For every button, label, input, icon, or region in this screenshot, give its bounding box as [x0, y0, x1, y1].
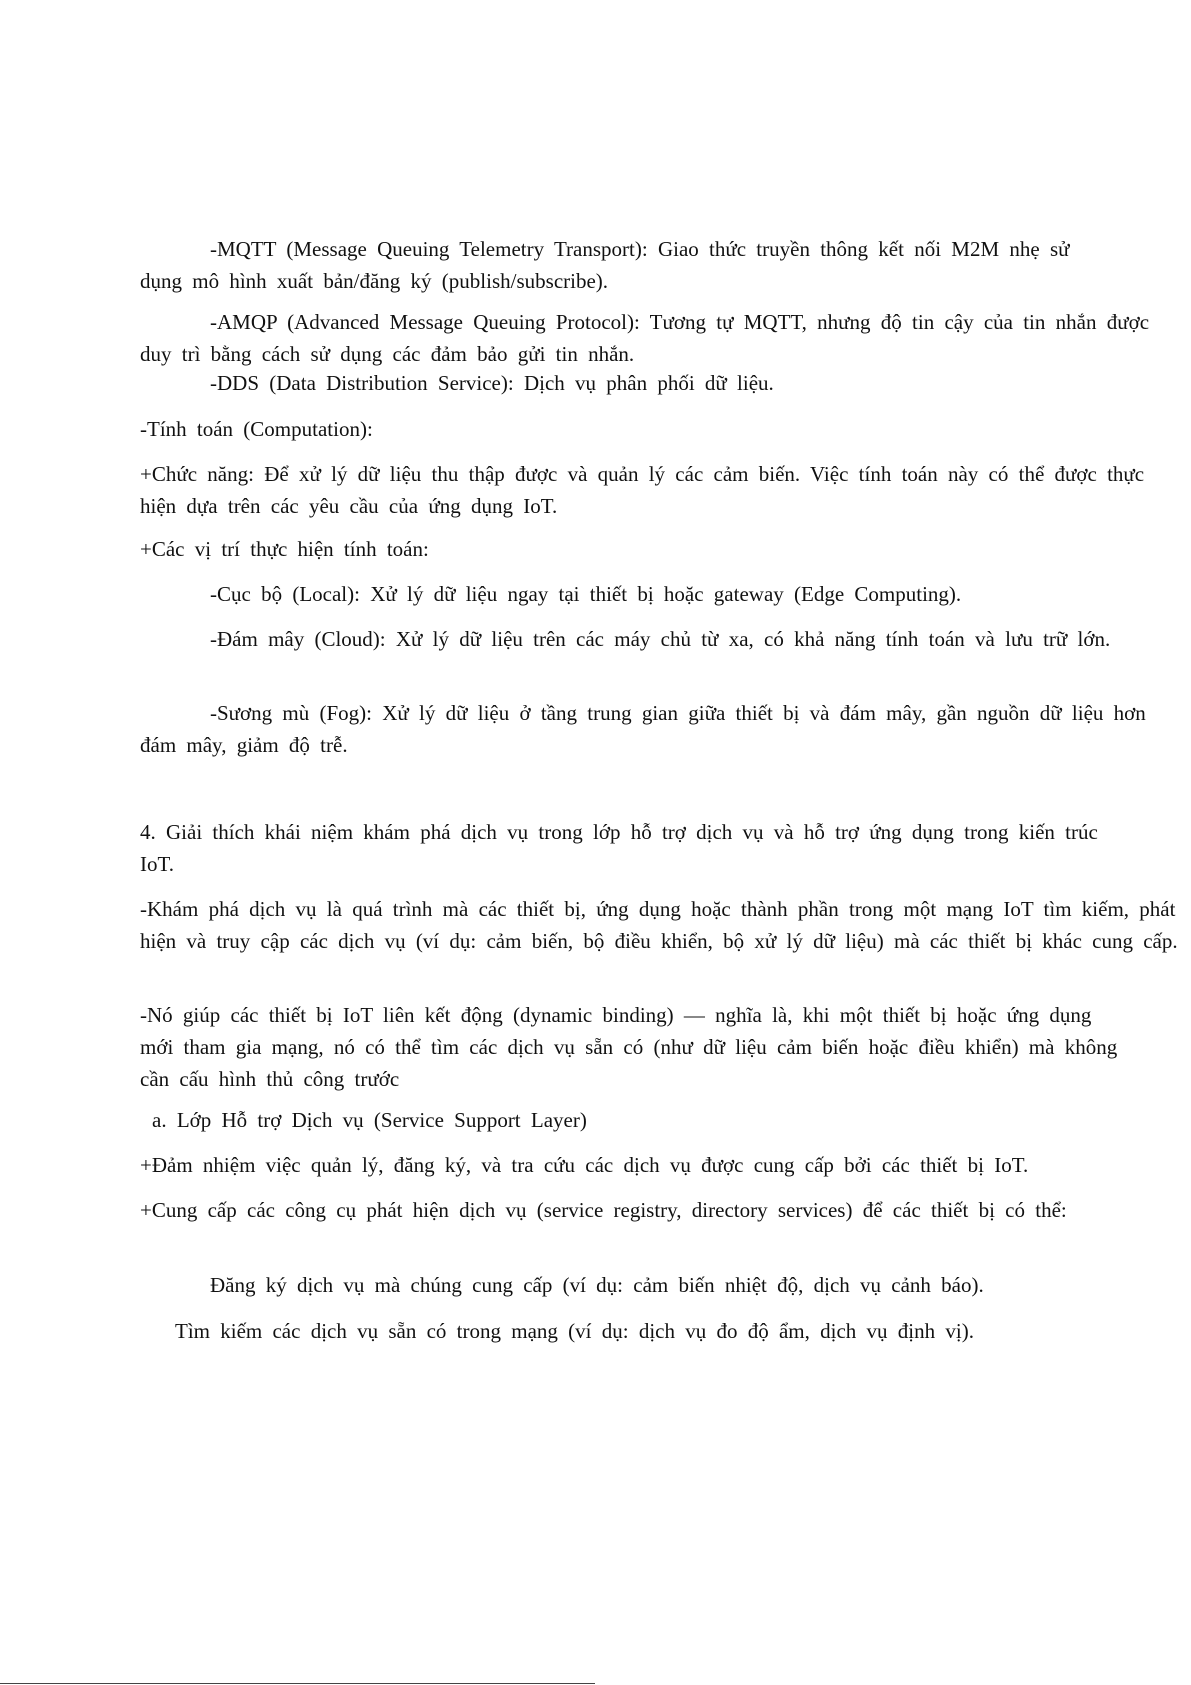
paragraph-service-discovery-definition: -Khám phá dịch vụ là quá trình mà các thiết bị, ứng dụng hoặc thành phần trong một mạng IoT tìm kiếm, phát hiện và truy cập các dịch vụ (ví dụ: cảm biến, bộ điều khiển, bộ xử lý dữ liệu) mà các thiết bị khác cung cấp.	[140, 897, 1178, 953]
paragraph-mqtt: -MQTT (Message Queuing Telemetry Transport): Giao thức truyền thông kết nối M2M nhẹ sử dụng mô hình xuất bản/đăng ký (publish/subscribe).	[140, 237, 1070, 293]
paragraph-local: -Cục bộ (Local): Xử lý dữ liệu ngay tại thiết bị hoặc gateway (Edge Computing).	[210, 582, 962, 606]
paragraph-find-service: Tìm kiếm các dịch vụ sẵn có trong mạng (ví dụ: dịch vụ đo độ ẩm, dịch vụ định vị).	[175, 1319, 974, 1343]
paragraph-computation-heading: -Tính toán (Computation):	[140, 417, 373, 441]
paragraph-fog: -Sương mù (Fog): Xử lý dữ liệu ở tầng trung gian giữa thiết bị và đám mây, gần nguồn dữ liệu hơn đám mây, giảm độ trễ.	[140, 701, 1146, 757]
subheading-service-support-layer: a. Lớp Hỗ trợ Dịch vụ (Service Support Layer)	[152, 1108, 587, 1132]
paragraph-service-management: +Đảm nhiệm việc quản lý, đăng ký, và tra cứu các dịch vụ được cung cấp bởi các thiết bị IoT.	[140, 1153, 1029, 1177]
paragraph-register-service: Đăng ký dịch vụ mà chúng cung cấp (ví dụ: cảm biến nhiệt độ, dịch vụ cảnh báo).	[210, 1273, 984, 1297]
paragraph-discovery-tools: +Cung cấp các công cụ phát hiện dịch vụ (service registry, directory services) để các thiết bị có thể:	[140, 1198, 1067, 1222]
paragraph-computation-locations: +Các vị trí thực hiện tính toán:	[140, 537, 429, 561]
paragraph-cloud: -Đám mây (Cloud): Xử lý dữ liệu trên các máy chủ từ xa, có khả năng tính toán và lưu trữ lớn.	[210, 627, 1111, 651]
paragraph-dynamic-binding: -Nó giúp các thiết bị IoT liên kết động (dynamic binding) — nghĩa là, khi một thiết bị hoặc ứng dụng mới tham gia mạng, nó có thể tìm các dịch vụ sẵn có (như dữ liệu cảm biến hoặc điều khiển) mà không cần cấu hình thủ công trước	[140, 1003, 1118, 1091]
question-4-heading: 4. Giải thích khái niệm khám phá dịch vụ trong lớp hỗ trợ dịch vụ và hỗ trợ ứng dụng trong kiến trúc IoT.	[140, 820, 1098, 876]
paragraph-amqp: -AMQP (Advanced Message Queuing Protocol): Tương tự MQTT, nhưng độ tin cậy của tin nhắn được duy trì bằng cách sử dụng các đảm bảo gửi tin nhắn.	[140, 310, 1150, 366]
footer-rule	[0, 1683, 595, 1684]
paragraph-dds: -DDS (Data Distribution Service): Dịch vụ phân phối dữ liệu.	[210, 371, 774, 395]
paragraph-computation-function: +Chức năng: Để xử lý dữ liệu thu thập được và quản lý các cảm biến. Việc tính toán này có thể được thực hiện dựa trên các yêu cầu của ứng dụng IoT.	[140, 462, 1145, 518]
